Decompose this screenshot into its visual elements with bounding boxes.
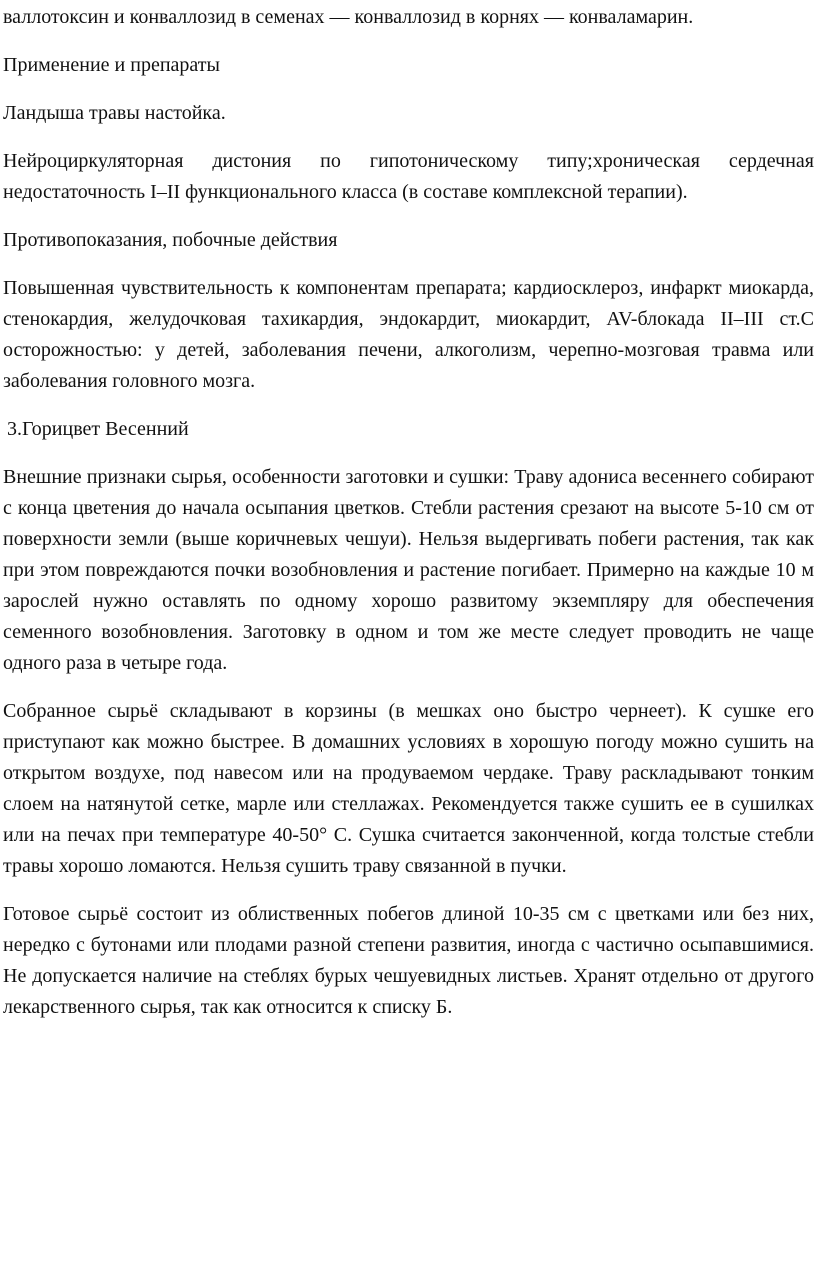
heading-application-and-preparations: Применение и препараты xyxy=(3,54,220,76)
paragraph-harvesting: Внешние признаки сырья, особенности заготовки и сушки: Траву адониса весеннего собирают с конца цветения до начала осыпания цветков. Стебли растения срезают на высоте 5-10 см от поверхности земли (выше коричневых чешуи). Нельзя выдергивать побеги растения, так как при этом повреждаются почки возобновления и растение погибает. Примерно на каждые 10 м зарослей нужно оставлять по одному хорошо развитому экземпляру для обеспечения семенного возобновления. Заготовку в одном и том же месте следует проводить не чаще одного раза в четыре года. xyxy=(3,466,814,674)
paragraph-drying: Собранное сырьё складывают в корзины (в мешках оно быстро чернеет). К сушке его приступают как можно быстрее. В домашних условиях в хорошую погоду можно сушить на открытом воздухе, под навесом или на продуваемом чердаке. Траву раскладывают тонким слоем на натянутой сетке, марле или стеллажах. Рекомендуется также сушить ее в сушилках или на печах при температуре 40-50° С. Сушка считается законченной, когда толстые стебли травы хорошо ломаются. Нельзя сушить траву связанной в пучки. xyxy=(3,700,814,877)
paragraph-tincture: Ландыша травы настойка. xyxy=(3,102,226,124)
paragraph-glycosides-continuation: валлотоксин и конваллозид в семенах — конваллозид в корнях — конваламарин. xyxy=(3,6,694,28)
section-title-adonis: 3.Горицвет Весенний xyxy=(7,418,189,440)
paragraph-contraindications: Повышенная чувствительность к компонентам препарата; кардиосклероз, инфаркт миокарда, стенокардия, желудочковая тахикардия, эндокардит, миокардит, AV-блокада II–III ст.С осторожностью: у детей, заболевания печени, алкоголизм, черепно-мозговая травма или заболевания головного мозга. xyxy=(3,277,814,392)
paragraph-raw-material: Готовое сырьё состоит из облиственных побегов длиной 10-35 см с цветками или без них, нередко с бутонами или плодами разной степени развития, иногда с частично осыпавшимися. Не допускается наличие на стеблях бурых чешуевидных листьев. Хранят отдельно от другого лекарственного сырья, так как относится к списку Б. xyxy=(3,903,814,1018)
paragraph-indications: Нейроциркуляторная дистония по гипотоническому типу;хроническая сердечная недостаточность I–II функционального класса (в составе комплексной терапии). xyxy=(3,150,814,203)
heading-contraindications: Противопоказания, побочные действия xyxy=(3,229,338,251)
